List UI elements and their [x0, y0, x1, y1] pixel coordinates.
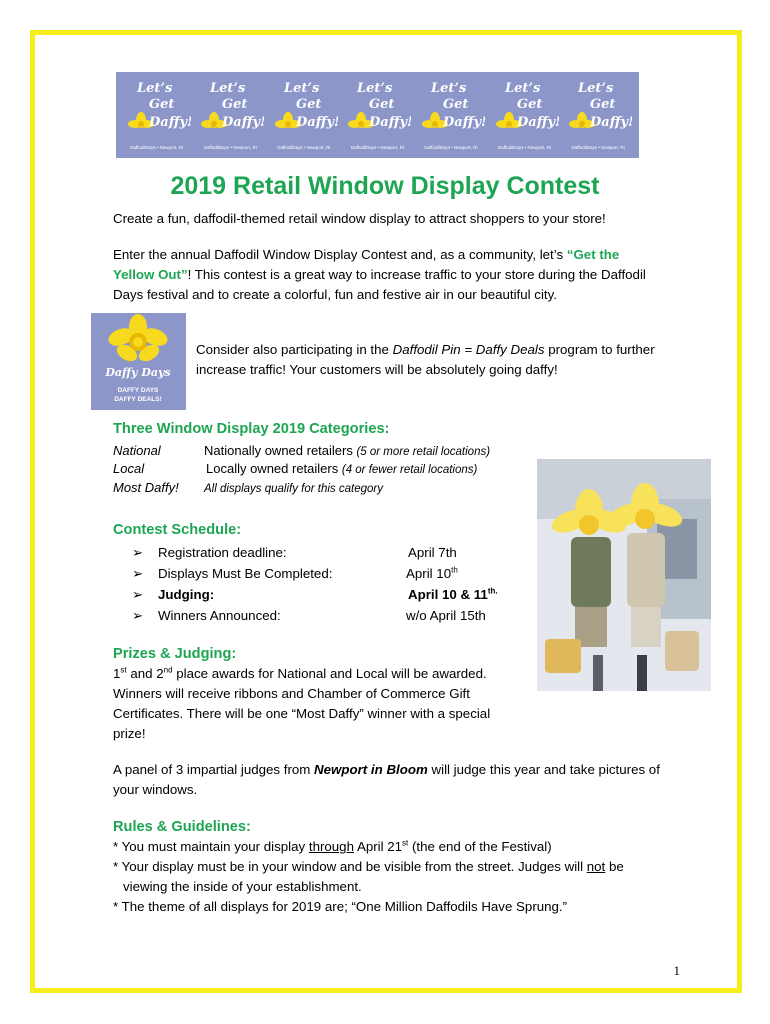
svg-text:Get: Get: [590, 97, 616, 112]
lets-get-daffy-logo: Let’s Get Daffy! DaffodilDays • Newport, RI: [343, 76, 411, 154]
daffodil-logo-icon: [123, 76, 191, 140]
svg-text:Daffy!: Daffy!: [222, 115, 265, 130]
rule-item: * The theme of all displays for 2019 are; “One Million Daffodils Have Sprung.”: [113, 899, 568, 914]
svg-text:Daffy!: Daffy!: [295, 115, 338, 130]
arrow-bullet-icon: ➢: [132, 587, 144, 602]
rule-item: * You must maintain your display through April 21st (the end of the Festival): [113, 838, 552, 854]
lets-get-daffy-logo: Let’s Get Daffy! DaffodilDays • Newport, RI: [491, 76, 559, 154]
rule-item: * Your display must be in your window and be visible from the street. Judges will not be: [113, 859, 624, 874]
daffodil-logo-icon: [491, 76, 559, 140]
daffodil-logo-icon: [270, 76, 338, 140]
enter-paragraph: Enter the annual Daffodil Window Display Contest and, as a community, let’s “Get the Yellow Out”! This contest is a great way to increase traffic to your store during the Daffodil Days festival and to create a colorful, fun and festive air in our beautiful city.: [113, 247, 646, 302]
daffodil-logo-icon: [417, 76, 485, 140]
arrow-bullet-icon: ➢: [132, 545, 144, 560]
rules-heading: Rules & Guidelines:: [113, 819, 251, 835]
prizes-paragraph: 1st and 2nd place awards for National and Local will be awarded. Winners will receive ribbons and Chamber of Commerce Gift Certificates. There will be one “Most Daffy” winner with a special prize!: [113, 665, 491, 741]
daffy-days-logo: Daffy Days DAFFY DAYS DAFFY DEALS!: [91, 313, 186, 410]
svg-text:Get: Get: [369, 97, 395, 112]
judges-paragraph: A panel of 3 impartial judges from Newport in Bloom will judge this year and take pictures of your windows.: [113, 762, 660, 797]
window-display-photo: [537, 459, 711, 707]
intro-text: Create a fun, daffodil-themed retail window display to attract shoppers to your store!: [113, 211, 606, 226]
prizes-heading: Prizes & Judging:: [113, 646, 237, 662]
svg-text:Get: Get: [222, 97, 248, 112]
svg-text:Daffy!: Daffy!: [369, 115, 412, 130]
svg-text:Daffy!: Daffy!: [148, 115, 191, 130]
schedule-heading: Contest Schedule:: [113, 522, 242, 538]
arrow-bullet-icon: ➢: [132, 608, 144, 623]
daffodil-logo-icon: [343, 76, 411, 140]
svg-text:Let’s: Let’s: [136, 81, 173, 96]
categories-heading: Three Window Display 2019 Categories:: [113, 421, 390, 437]
svg-text:Daffy!: Daffy!: [516, 115, 559, 130]
svg-text:Get: Get: [148, 97, 175, 112]
lets-get-daffy-banner: [116, 72, 639, 158]
daffy-days-script: Daffy Days: [105, 366, 171, 379]
get-the-yellow-out-highlight: “Get the: [566, 247, 620, 262]
svg-text:Daffy!: Daffy!: [590, 115, 633, 130]
svg-text:Get: Get: [443, 97, 469, 112]
svg-text:Let’s: Let’s: [431, 81, 467, 96]
svg-text:Let’s: Let’s: [357, 81, 393, 96]
svg-text:Let’s: Let’s: [504, 81, 540, 96]
lets-get-daffy-logo: Let’s Get Daffy! DaffodilDays • Newport, RI: [270, 76, 338, 154]
daffodil-logo-icon: [564, 76, 632, 140]
page-title: 2019 Retail Window Display Contest: [170, 172, 600, 200]
lets-get-daffy-logo: Let’s Get Daffy! DaffodilDays • Newport, RI: [123, 76, 191, 154]
svg-text:Get: Get: [516, 97, 542, 112]
lets-get-daffy-logo: Let’s Get Daffy! DaffodilDays • Newport, RI: [196, 76, 264, 154]
lets-get-daffy-logo: Let’s Get Daffy! DaffodilDays • Newport, RI: [417, 76, 485, 154]
svg-text:Get: Get: [295, 97, 322, 112]
svg-text:Daffy!: Daffy!: [443, 115, 486, 130]
lets-get-daffy-logo: Let’s Get Daffy! DaffodilDays • Newport, RI: [564, 76, 632, 154]
daffodil-logo-icon: [196, 76, 264, 140]
daffodil-icon: [91, 313, 186, 373]
svg-text:Let’s: Let’s: [210, 81, 246, 96]
svg-text:Let’s: Let’s: [578, 81, 614, 96]
svg-text:Let’s: Let’s: [283, 81, 320, 96]
arrow-bullet-icon: ➢: [132, 566, 144, 581]
consider-paragraph: Consider also participating in the Daffodil Pin = Daffy Deals program to further increase traffic! Your customers will be absolutely going daffy!: [196, 342, 655, 377]
rules-list: * You must maintain your display through April 21st (the end of the Festival) * Your display must be in your window and be visible from the street. Judges will not be viewing the inside of your establishment. * The theme of all displays for 2019 are; “One Million Daffodils Have Sprung.”: [113, 837, 713, 917]
page-number: 1: [673, 963, 680, 978]
